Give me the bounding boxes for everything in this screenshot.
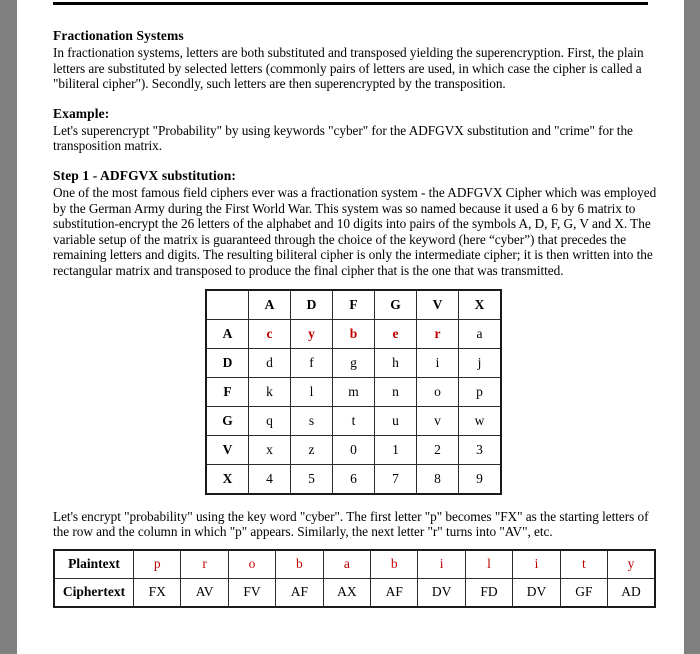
closing-paragraph: Let's encrypt "probability" using the key word "cyber". The first letter "p" becomes "FX" as the starting letters of the row and the column in which "p" appears. Similarly, the next letter "r" turns into "AV", etc. xyxy=(53,508,649,540)
matrix-column-header-v: V xyxy=(417,290,459,320)
adfgvx-matrix-container xyxy=(53,289,659,495)
section-paragraph-example: Let's superencrypt "Probability" by using keywords "cyber" for the ADFGVX substitution and "crime" for the transposition matrix. xyxy=(53,122,633,154)
matrix-cell-vg: 1 xyxy=(375,435,417,464)
cipher-table-plaintext-cell-5: a xyxy=(323,550,370,579)
cipher-table-row-plaintext xyxy=(54,550,655,579)
matrix-cell-xa: 4 xyxy=(249,464,291,494)
matrix-cell-vd: z xyxy=(291,435,333,464)
matrix-cell-df: g xyxy=(333,348,375,377)
matrix-row xyxy=(206,464,501,494)
matrix-cell-xv: 8 xyxy=(417,464,459,494)
matrix-column-header-a: A xyxy=(249,290,291,320)
matrix-row-header-x: X xyxy=(206,464,249,494)
cipher-table-ciphertext-cell-10: GF xyxy=(560,578,607,607)
matrix-cell-ga: q xyxy=(249,406,291,435)
matrix-cell-xf: 6 xyxy=(333,464,375,494)
matrix-row-header-v: V xyxy=(206,435,249,464)
matrix-cell-dx: j xyxy=(459,348,502,377)
document-page xyxy=(17,0,684,654)
section-fractionation xyxy=(53,28,659,92)
cipher-table-ciphertext-cell-4: AF xyxy=(276,578,323,607)
matrix-row xyxy=(206,377,501,406)
matrix-row xyxy=(206,406,501,435)
matrix-column-header-g: G xyxy=(375,290,417,320)
matrix-cell-ad: y xyxy=(291,319,333,348)
matrix-row xyxy=(206,348,501,377)
adfgvx-matrix xyxy=(205,289,502,495)
matrix-cell-vf: 0 xyxy=(333,435,375,464)
cipher-table-ciphertext-cell-11: AD xyxy=(608,578,655,607)
cipher-table-ciphertext-cell-9: DV xyxy=(513,578,560,607)
matrix-column-header-x: X xyxy=(459,290,502,320)
section-paragraph-step1: One of the most famous field ciphers ever was a fractionation system - the ADFGVX Cipher which was employed by the German Army during the First World War. This system was so named because it used a 6 by 6 matrix to substitution-encrypt the 26 letters of the alphabet and 10 digits into pairs of the symbols A, D, F, G, V and X. The variable setup of the matrix is guaranteed through the choice of the keyword (here “cyber”) that precedes the remaining letters and digits. The resulting biliteral cipher is only the intermediate cipher; it is then written into the rectangular matrix and transposed to produce the final cipher that is the one that was transmitted. xyxy=(53,184,657,278)
matrix-row-header-f: F xyxy=(206,377,249,406)
matrix-column-header-d: D xyxy=(291,290,333,320)
matrix-cell-ff: m xyxy=(333,377,375,406)
cipher-table-plaintext-cell-11: y xyxy=(608,550,655,579)
matrix-cell-fg: n xyxy=(375,377,417,406)
cipher-table-plaintext-cell-3: o xyxy=(228,550,275,579)
matrix-cell-gg: u xyxy=(375,406,417,435)
matrix-cell-av: r xyxy=(417,319,459,348)
matrix-row xyxy=(206,319,501,348)
plaintext-ciphertext-table xyxy=(53,549,656,608)
matrix-cell-fa: k xyxy=(249,377,291,406)
cipher-table-ciphertext-cell-2: AV xyxy=(181,578,228,607)
section-step1 xyxy=(53,168,659,279)
viewer-gutter-left xyxy=(0,0,17,654)
matrix-cell-da: d xyxy=(249,348,291,377)
cipher-table-plaintext-cell-9: i xyxy=(513,550,560,579)
matrix-row xyxy=(206,435,501,464)
matrix-cell-dv: i xyxy=(417,348,459,377)
page-top-rule xyxy=(53,2,648,5)
cipher-table-plaintext-cell-6: b xyxy=(371,550,418,579)
section-heading-step1: Step 1 - ADFGVX substitution: xyxy=(53,167,236,183)
matrix-cell-dg: h xyxy=(375,348,417,377)
matrix-cell-gf: t xyxy=(333,406,375,435)
matrix-cell-vx: 3 xyxy=(459,435,502,464)
matrix-cell-vv: 2 xyxy=(417,435,459,464)
section-example xyxy=(53,106,659,154)
cipher-table-label-ciphertext: Ciphertext xyxy=(54,578,134,607)
cipher-table-ciphertext-cell-3: FV xyxy=(228,578,275,607)
cipher-table-plaintext-cell-4: b xyxy=(276,550,323,579)
matrix-row-header-a: A xyxy=(206,319,249,348)
matrix-column-header-f: F xyxy=(333,290,375,320)
matrix-row-header-d: D xyxy=(206,348,249,377)
matrix-cell-ag: e xyxy=(375,319,417,348)
matrix-corner-cell xyxy=(206,290,249,320)
matrix-cell-fx: p xyxy=(459,377,502,406)
matrix-row-header-g: G xyxy=(206,406,249,435)
matrix-cell-xd: 5 xyxy=(291,464,333,494)
section-heading-example: Example: xyxy=(53,105,110,121)
cipher-table-label-plaintext: Plaintext xyxy=(54,550,134,579)
cipher-table-plaintext-cell-2: r xyxy=(181,550,228,579)
cipher-table-ciphertext-cell-8: FD xyxy=(465,578,512,607)
cipher-table-plaintext-cell-7: i xyxy=(418,550,465,579)
cipher-table-ciphertext-cell-5: AX xyxy=(323,578,370,607)
cipher-table-plaintext-cell-1: p xyxy=(134,550,181,579)
matrix-cell-xg: 7 xyxy=(375,464,417,494)
section-paragraph-fractionation: In fractionation systems, letters are both substituted and transposed yielding the superencryption. First, the plain letters are substituted by selected letters (commonly pairs of letters are used, in which case the cipher is called a "biliteral cipher"). Secondly, such letters are then superencrypted by the transposition. xyxy=(53,45,644,92)
cipher-table-plaintext-cell-8: l xyxy=(465,550,512,579)
cipher-table-ciphertext-cell-1: FX xyxy=(134,578,181,607)
matrix-header-row xyxy=(206,290,501,320)
section-heading-fractionation: Fractionation Systems xyxy=(53,28,184,43)
matrix-cell-va: x xyxy=(249,435,291,464)
matrix-cell-xx: 9 xyxy=(459,464,502,494)
cipher-table-plaintext-cell-10: t xyxy=(560,550,607,579)
cipher-table-row-ciphertext xyxy=(54,578,655,607)
matrix-cell-fv: o xyxy=(417,377,459,406)
matrix-cell-gv: v xyxy=(417,406,459,435)
matrix-cell-fd: l xyxy=(291,377,333,406)
matrix-cell-dd: f xyxy=(291,348,333,377)
viewer-gutter-right xyxy=(684,0,700,654)
cipher-table-ciphertext-cell-6: AF xyxy=(371,578,418,607)
matrix-cell-gx: w xyxy=(459,406,502,435)
matrix-cell-ax: a xyxy=(459,319,502,348)
cipher-table-ciphertext-cell-7: DV xyxy=(418,578,465,607)
matrix-cell-gd: s xyxy=(291,406,333,435)
matrix-cell-aa: c xyxy=(249,319,291,348)
document-content xyxy=(53,28,659,608)
cipher-table-container xyxy=(53,549,659,608)
matrix-cell-af: b xyxy=(333,319,375,348)
